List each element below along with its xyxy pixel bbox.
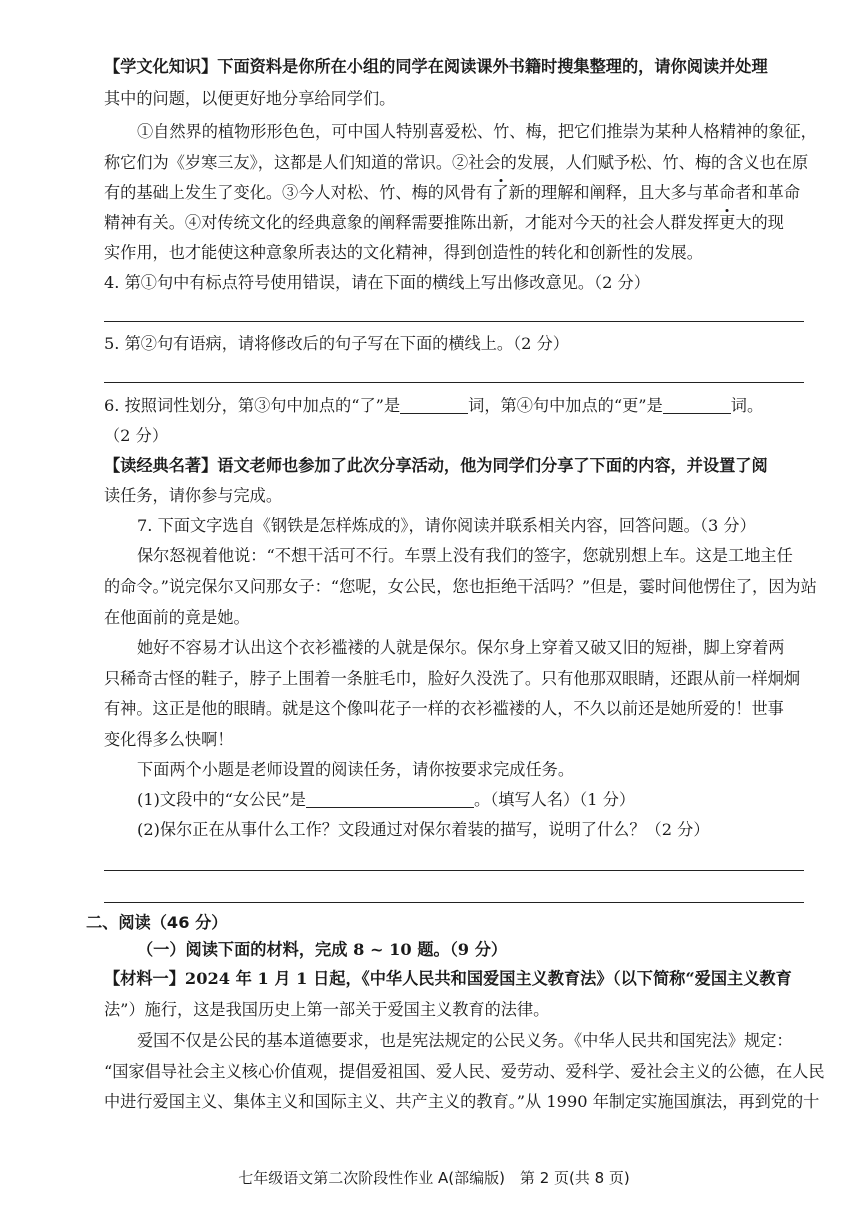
excerpt-line-3: 在他面前的竟是她。 — [104, 608, 250, 627]
material-one-line-2: 法”）施行，这是我国历史上第一部关于爱国主义教育的法律。 — [104, 1000, 550, 1019]
material-one-line-4: “国家倡导社会主义核心价值观，提倡爱祖国、爱人民、爱劳动、爱科学、爱社会主义的公德，在人民 — [104, 1062, 825, 1081]
dotted-word-geng: 更 — [719, 213, 736, 232]
blank-task-1[interactable] — [306, 789, 474, 808]
excerpt-line-4: 她好不容易才认出这个衣衫褴褛的人就是保尔。保尔身上穿着又破又旧的短褂，脚上穿着两 — [137, 638, 785, 657]
culture-intro-line-2: 其中的问题，以便更好地分享给同学们。 — [104, 89, 396, 108]
material-one-line-5: 中进行爱国主义、集体主义和国际主义、共产主义的教育。”从 1990 年制定实施国旗法，再到党的十 — [104, 1092, 820, 1111]
culture-intro-line-1 — [104, 52, 804, 82]
page-footer: 七年级语文第二次阶段性作业 A(部编版) 第 2 页(共 8 页) — [238, 1169, 630, 1187]
excerpt-line-5: 只稀奇古怪的鞋子，脖子上围着一条脏毛巾，脸好久没洗了。只有他那双眼睛，还跟从前一样炯炯 — [104, 669, 801, 688]
task-1-part-a: (1)文段中的“女公民”是 — [137, 790, 306, 809]
dotted-word-le: 了 — [492, 183, 509, 202]
task-intro: 下面两个小题是老师设置的阅读任务，请你按要求完成任务。 — [137, 760, 575, 779]
classics-intro-line-1 — [104, 451, 804, 481]
culture-intro-text: 【学文化知识】下面资料是你所在小组的同学在阅读课外书籍时搜集整理的，请你阅读并处理 — [104, 57, 768, 76]
task-1 — [137, 785, 804, 815]
material-line-2: 称它们为《岁寒三友》，这都是人们知道的常识。②社会的发展，人们赋予松、竹、梅的含义也在原 — [104, 153, 809, 172]
material-line-3-part-c: 新的理解和阐释，且大多与革命者和革命 — [508, 183, 801, 202]
material-line-4 — [104, 208, 804, 238]
excerpt-line-2: 的命令。”说完保尔又问那女子：“您呢，女公民，您也拒绝干活吗？”但是，霎时间他愣住了，因为站 — [104, 577, 817, 596]
answer-line-task-2-a[interactable] — [104, 870, 804, 871]
excerpt-line-6: 有神。这正是他的眼睛。就是这个像叫花子一样的衣衫褴褛的人，不久以前还是她所爱的！世事 — [104, 699, 784, 718]
question-6-part-c: 词。 — [730, 396, 764, 415]
material-line-1: ①自然界的植物形形色色，可中国人特别喜爱松、竹、梅，把它们推崇为某种人格精神的象征， — [137, 122, 817, 141]
material-line-4-part-c: 大的现 — [735, 213, 784, 232]
material-one-text: 【材料一】2024 年 1 月 1 日起，《中华人民共和国爱国主义教育法》（以下简称“爱国主义教育 — [104, 969, 792, 988]
classics-intro-text: 【读经典名著】语文老师也参加了此次分享活动，他为同学们分享了下面的内容，并设置了阅 — [104, 456, 768, 475]
material-one-line-1 — [104, 964, 804, 994]
question-7: 7. 下面文字选自《钢铁是怎样炼成的》，请你阅读并联系相关内容，回答问题。（3 分） — [137, 516, 756, 535]
blank-q6-le[interactable] — [400, 395, 468, 414]
question-6-score: （2 分） — [104, 426, 169, 445]
answer-line-q4[interactable] — [104, 321, 804, 322]
answer-line-task-2-b[interactable] — [104, 902, 804, 903]
excerpt-line-1: 保尔怒视着他说：“不想干活可不行。车票上没有我们的签字，您就别想上车。这是工地主任 — [137, 546, 793, 565]
question-5: 5. 第②句有语病，请将修改后的句子写在下面的横线上。（2 分） — [104, 334, 569, 353]
blank-q6-geng[interactable] — [663, 395, 731, 414]
task-1-part-b: 。（填写人名）（1 分） — [473, 790, 636, 809]
question-6 — [104, 391, 804, 421]
section-2-part-1-heading: （一）阅读下面的材料，完成 8 ~ 10 题。（9 分） — [137, 940, 508, 959]
material-line-4-part-a: 精神有关。④对传统文化的经典意象的阐释需要推陈出新，才能对今天的社会人群发挥 — [104, 213, 720, 232]
material-line-3-part-a: 有的基础上发生了变化。③今人对松、竹、梅的风骨有 — [104, 183, 493, 202]
material-line-3 — [104, 178, 804, 208]
question-4: 4. 第①句中有标点符号使用错误，请在下面的横线上写出修改意见。（2 分） — [104, 273, 650, 292]
question-6-part-b: 词，第④句中加点的“更”是 — [468, 396, 663, 415]
classics-intro-line-2: 读任务，请你参与完成。 — [104, 486, 283, 505]
question-6-part-a: 6. 按照词性划分，第③句中加点的“了”是 — [104, 396, 401, 415]
material-one-line-3: 爱国不仅是公民的基本道德要求，也是宪法规定的公民义务。《中华人民共和国宪法》规定： — [137, 1031, 793, 1050]
answer-line-q5[interactable] — [104, 382, 804, 383]
task-2: (2)保尔正在从事什么工作？文段通过对保尔着装的描写，说明了什么？（2 分） — [137, 820, 710, 839]
material-line-5: 实作用，也才能使这种意象所表达的文化精神，得到创造性的转化和创新性的发展。 — [104, 243, 703, 262]
section-2-heading: 二、阅读（46 分） — [86, 913, 228, 932]
excerpt-line-7: 变化得多么快啊！ — [104, 730, 234, 749]
